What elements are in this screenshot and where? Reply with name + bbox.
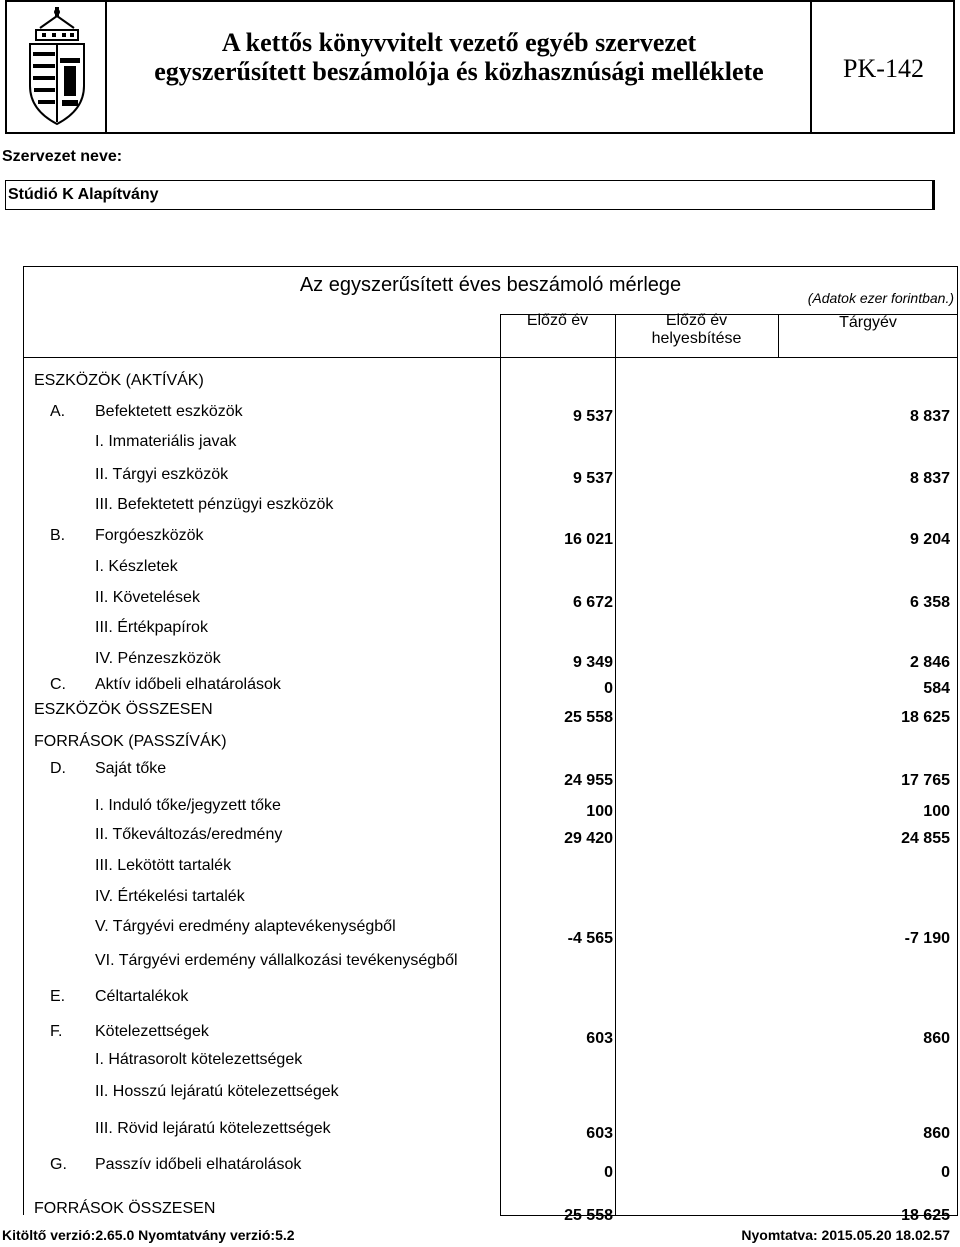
organization-label: Szervezet neve: xyxy=(2,148,123,165)
form-title-line: A kettős könyvvitelt vezető egyéb szervezet xyxy=(221,28,697,57)
row-label: II. Tárgyi eszközök xyxy=(95,466,229,483)
row-label: III. Rövid lejáratú kötelezettségek xyxy=(95,1120,331,1137)
form-title-line: egyszerűsített beszámolója és közhasznúsági melléklete xyxy=(154,57,764,86)
row-label: ESZKÖZÖK (AKTÍVÁK) xyxy=(34,372,204,389)
current-year-value: 24 855 xyxy=(901,830,950,847)
current-year-value: 8 837 xyxy=(909,408,950,425)
current-year-value: 17 765 xyxy=(901,772,950,789)
row-label: I. Induló tőke/jegyzett tőke xyxy=(95,797,281,814)
row-label: Passzív időbeli elhatárolások xyxy=(95,1156,302,1173)
row-label: ESZKÖZÖK ÖSSZESEN xyxy=(34,701,213,718)
row-label: Saját tőke xyxy=(95,760,167,777)
current-year-value: 2 846 xyxy=(909,654,950,671)
footer-version: Kitöltő verzió:2.65.0 Nyomtatvány verzió:5.2 xyxy=(2,1227,295,1243)
previous-year-value: 100 xyxy=(586,803,613,820)
row-label: III. Értékpapírok xyxy=(95,619,208,636)
current-year-value: 6 358 xyxy=(909,594,950,611)
current-year-value: 0 xyxy=(941,1164,950,1181)
row-label: Céltartalékok xyxy=(95,988,189,1005)
row-label: Befektetett eszközök xyxy=(95,403,243,420)
previous-year-value: 9 537 xyxy=(572,408,613,425)
previous-year-value: 603 xyxy=(586,1125,613,1142)
row-label: IV. Pénzeszközök xyxy=(95,650,221,667)
current-year-value: -7 190 xyxy=(904,930,950,947)
row-label: FORRÁSOK (PASSZÍVÁK) xyxy=(34,733,227,750)
organization-name: Stúdió K Alapítvány xyxy=(8,186,159,203)
previous-year-value: 25 558 xyxy=(564,709,613,726)
footer-print-date: Nyomtatva: 2015.05.20 18.02.57 xyxy=(741,1227,950,1243)
column-header-line: Előző év xyxy=(665,312,728,329)
coat-of-arms-emblem xyxy=(22,6,92,128)
previous-year-value: 9 537 xyxy=(572,470,613,487)
row-label: III. Befektetett pénzügyi eszközök xyxy=(95,496,334,513)
row-label: V. Tárgyévi eredmény alaptevékenységből xyxy=(95,918,396,935)
table-title: Az egyszerűsített éves beszámoló mérlege xyxy=(299,274,682,296)
previous-year-value: 25 558 xyxy=(564,1207,613,1224)
current-year-value: 18 625 xyxy=(901,709,950,726)
row-label: II. Hosszú lejáratú kötelezettségek xyxy=(95,1083,339,1100)
row-label: I. Készletek xyxy=(95,558,178,575)
previous-year-value: 603 xyxy=(586,1030,613,1047)
row-label: II. Követelések xyxy=(95,589,200,606)
current-year-value: 584 xyxy=(923,680,950,697)
column-header-previous-year: Előző év xyxy=(526,312,589,329)
current-year-value: 860 xyxy=(923,1030,950,1047)
previous-year-value: 0 xyxy=(604,680,613,697)
column-header-current-year: Tárgyév xyxy=(839,314,897,331)
previous-year-value: 9 349 xyxy=(572,654,613,671)
current-year-value: 860 xyxy=(923,1125,950,1142)
column-divider xyxy=(615,357,616,1215)
row-label: Forgóeszközök xyxy=(95,527,204,544)
row-label: Kötelezettségek xyxy=(95,1023,209,1040)
current-year-value: 100 xyxy=(923,803,950,820)
previous-year-value: 6 672 xyxy=(572,594,613,611)
row-code: A. xyxy=(50,403,66,420)
previous-year-value: -4 565 xyxy=(567,930,613,947)
form-code: PK-142 xyxy=(843,54,924,83)
row-code: D. xyxy=(50,760,66,777)
row-label: VI. Tárgyévi erdemény vállalkozási tevékenységből xyxy=(95,952,458,969)
row-label: FORRÁSOK ÖSSZESEN xyxy=(34,1200,216,1217)
unit-note: (Adatok ezer forintban.) xyxy=(807,290,954,306)
row-code: E. xyxy=(50,988,66,1005)
column-header-previous-year-adjustment xyxy=(615,312,778,348)
row-label: III. Lekötött tartalék xyxy=(95,857,232,874)
row-label: II. Tőkeváltozás/eredmény xyxy=(95,826,283,843)
row-label: Aktív időbeli elhatárolások xyxy=(95,676,281,693)
header-bottom-rule xyxy=(23,357,958,358)
header-divider xyxy=(105,0,107,134)
row-code: F. xyxy=(50,1023,63,1040)
form-title xyxy=(108,28,810,86)
previous-year-value: 16 021 xyxy=(564,531,613,548)
row-code: B. xyxy=(50,527,66,544)
row-code: C. xyxy=(50,676,66,693)
current-year-value: 18 625 xyxy=(901,1207,950,1224)
previous-year-value: 29 420 xyxy=(564,830,613,847)
row-label: I. Immateriális javak xyxy=(95,433,237,450)
row-label: IV. Értékelési tartalék xyxy=(95,888,245,905)
current-year-value: 9 204 xyxy=(909,531,950,548)
previous-year-value: 24 955 xyxy=(564,772,613,789)
current-year-value: 8 837 xyxy=(909,470,950,487)
row-code: G. xyxy=(50,1156,67,1173)
column-header-line: helyesbítése xyxy=(651,330,742,347)
row-label: I. Hátrasorolt kötelezettségek xyxy=(95,1051,303,1068)
previous-year-value: 0 xyxy=(604,1164,613,1181)
